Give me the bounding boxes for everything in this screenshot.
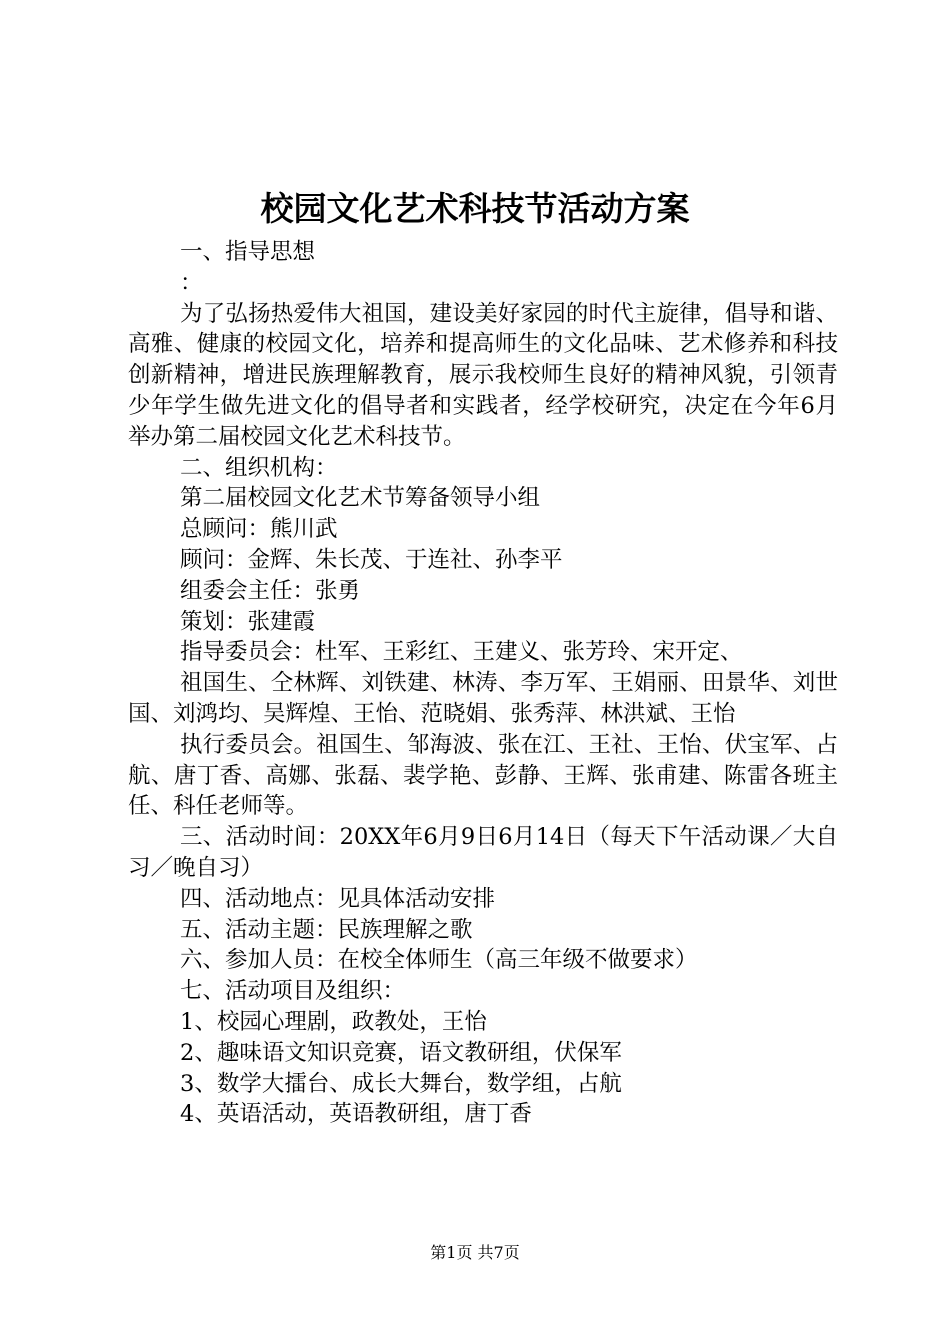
list-item-project-3: 3、数学大擂台、成长大舞台，数学组，占航 [180,1070,622,1097]
colon-line: ： [180,269,203,296]
list-item-project-4: 4、英语活动，英语教研组，唐丁香 [180,1101,532,1128]
section-heading-projects: 七、活动项目及组织： [180,978,406,1005]
paragraph-chief-advisor: 总顾问：熊川武 [180,516,338,543]
paragraph-steering-members: 祖国生、仝林辉、刘铁建、林涛、李万军、王娟丽、田景华、刘世国、刘鸿均、吴辉煌、王怡、范晓娟、张秀萍、林洪斌、王怡 [128,670,838,727]
paragraph-steering-committee: 指导委员会：杜军、王彩红、王建义、张芳玲、宋开定、 [180,639,743,666]
section-heading-location: 四、活动地点：见具体活动安排 [180,885,496,912]
section-heading-organization: 二、组织机构： [180,454,338,481]
paragraph-advisors: 顾问：金辉、朱长茂、于连社、孙李平 [180,546,563,573]
section-heading-participants: 六、参加人员：在校全体师生（高三年级不做要求） [180,947,698,974]
paragraph-executive-committee: 执行委员会。祖国生、邹海波、张在江、王社、王怡、伏宝军、占航、唐丁香、高娜、张磊、裴学艳、彭静、王辉、张甫建、陈雷各班主任、科任老师等。 [128,731,838,820]
list-item-project-2: 2、趣味语文知识竞赛，语文教研组，伏保军 [180,1039,622,1066]
section-heading-guiding-ideology: 一、指导思想 [180,239,316,265]
document-title: 校园文化艺术科技节活动方案 [260,189,690,228]
section-heading-time: 三、活动时间：20XX年6月9日6月14日（每天下午活动课／大自习／晚自习） [128,824,838,881]
document-body [128,237,838,1130]
list-item-project-1: 1、校园心理剧，政教处，王怡 [180,1008,487,1035]
paragraph-purpose: 为了弘扬热爱伟大祖国，建设美好家园的时代主旋律，倡导和谐、高雅、健康的校园文化，培养和提高师生的文化品味、艺术修养和科技创新精神，增进民族理解教育，展示我校师生良好的精神风貌，引领青少年学生做先进文化的倡导者和实践者，经学校研究，决定在今年6月举办第二届校园文化艺术科技节。 [128,300,838,450]
paragraph-leadership-group: 第二届校园文化艺术节筹备领导小组 [180,485,541,512]
section-heading-theme: 五、活动主题：民族理解之歌 [180,916,473,943]
paragraph-planner: 策划：张建霞 [180,608,316,635]
paragraph-committee-director: 组委会主任：张勇 [180,577,361,604]
page-number-footer: 第1页 共7页 [430,1243,520,1262]
